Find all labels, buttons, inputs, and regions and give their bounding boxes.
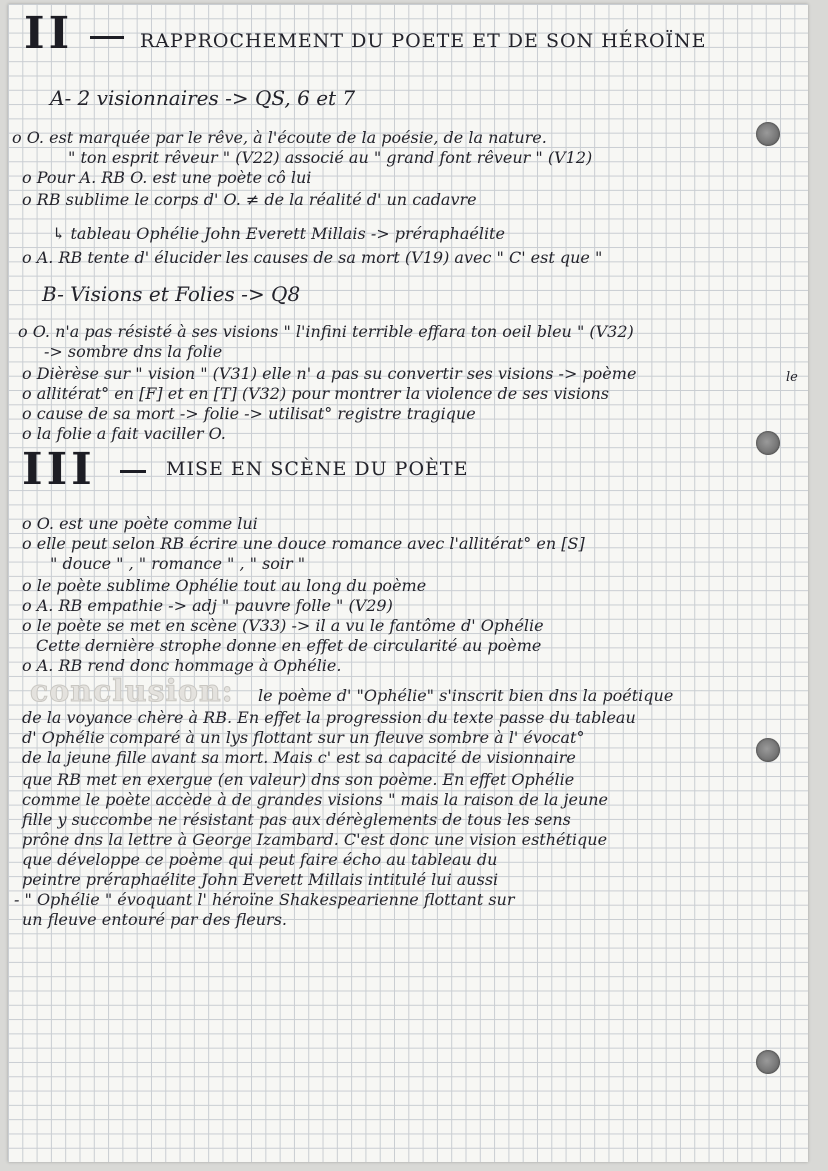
section-3-numeral: III [22, 444, 96, 495]
conclusion-line-1: de la voyance chère à RB. En effet la progression du texte passe du tableau [22, 708, 636, 727]
conclusion-line-11: un fleuve entouré par des fleurs. [22, 910, 287, 929]
punch-hole-middle [756, 431, 780, 455]
part-b-line-5: o cause de sa mort -> folie -> utilisat° registre tragique [22, 404, 476, 423]
section-3-line-8: o A. RB rend donc hommage à Ophélie. [22, 656, 342, 675]
section-3-line-6: o le poète se met en scène (V33) -> il a vu le fantôme d' Ophélie [22, 616, 544, 635]
part-b-heading: B- Visions et Folies -> Q8 [42, 282, 301, 306]
notebook-page [8, 4, 808, 1162]
conclusion-line-10: - " Ophélie " évoquant l' héroïne Shakespearienne flottant sur [14, 890, 515, 909]
conclusion-line-4: que RB met en exergue (en valeur) dns son poème. En effet Ophélie [22, 770, 575, 789]
part-a-line-1: o O. est marquée par le rêve, à l'écoute de la poésie, de la nature. [12, 128, 547, 147]
section-3-line-1: o O. est une poète comme lui [22, 514, 258, 533]
part-a-line-6: o A. RB tente d' élucider les causes de sa mort (V19) avec " C' est que " [22, 248, 603, 267]
section-3-line-3: " douce " , " romance " , " soir " [50, 554, 306, 573]
part-a-line-4: o RB sublime le corps d' O. ≠ de la réalité d' un cadavre [22, 190, 477, 209]
section-3-line-5: o A. RB empathie -> adj " pauvre folle " (V29) [22, 596, 393, 615]
section-3-line-7: Cette dernière strophe donne en effet de circularité au poème [36, 636, 542, 655]
section-3-dash [120, 470, 146, 473]
section-2-title: RAPPROCHEMENT DU POETE ET DE SON HÉROÏNE [140, 30, 707, 52]
section-3-line-2: o elle peut selon RB écrire une douce romance avec l'allitérat° en [S] [22, 534, 585, 553]
part-a-line-5: ↳ tableau Ophélie John Everett Millais -> préraphaélite [52, 224, 505, 243]
punch-hole-lower [756, 738, 780, 762]
part-b-line-1: o O. n'a pas résisté à ses visions " l'infini terrible effara ton oeil bleu " (V32) [18, 322, 634, 341]
conclusion-first-line: le poème d' "Ophélie" s'inscrit bien dns la poétique [258, 686, 674, 705]
punch-hole-bottom [756, 1050, 780, 1074]
section-3-line-4: o le poète sublime Ophélie tout au long du poème [22, 576, 427, 595]
section-2-numeral: II [24, 8, 74, 59]
section-2-dash [90, 36, 124, 39]
part-a-heading: A- 2 visionnaires -> QS, 6 et 7 [50, 86, 356, 110]
part-b-line-3: o Dièrèse sur " vision " (V31) elle n' a pas su convertir ses visions -> poème [22, 364, 637, 383]
conclusion-line-5: comme le poète accède à de grandes visions " mais la raison de la jeune [22, 790, 608, 809]
conclusion-line-3: de la jeune fille avant sa mort. Mais c' est sa capacité de visionnaire [22, 748, 576, 767]
conclusion-line-8: que développe ce poème qui peut faire écho au tableau du [22, 850, 498, 869]
conclusion-line-2: d' Ophélie comparé à un lys flottant sur un fleuve sombre à l' évocat° [22, 728, 585, 747]
section-3-title: MISE EN SCÈNE DU POÈTE [166, 458, 469, 480]
part-b-line-6: o la folie a fait vaciller O. [22, 424, 226, 443]
part-a-line-3: o Pour A. RB O. est une poète cô lui [22, 168, 312, 187]
conclusion-label: conclusion: [30, 674, 234, 709]
conclusion-line-7: prône dns la lettre à George Izambard. C'est donc une vision esthétique [22, 830, 608, 849]
part-b-line-4: o allitérat° en [F] et en [T] (V32) pour montrer la violence de ses visions [22, 384, 609, 403]
part-a-line-2: " ton esprit rêveur " (V22) associé au " grand font rêveur " (V12) [68, 148, 593, 167]
part-b-margin-note: le [786, 370, 798, 385]
conclusion-line-6: fille y succombe ne résistant pas aux dérèglements de tous les sens [22, 810, 571, 829]
punch-hole-top [756, 122, 780, 146]
conclusion-line-9: peintre préraphaélite John Everett Millais intitulé lui aussi [22, 870, 499, 889]
part-b-line-2: -> sombre dns la folie [44, 342, 223, 361]
